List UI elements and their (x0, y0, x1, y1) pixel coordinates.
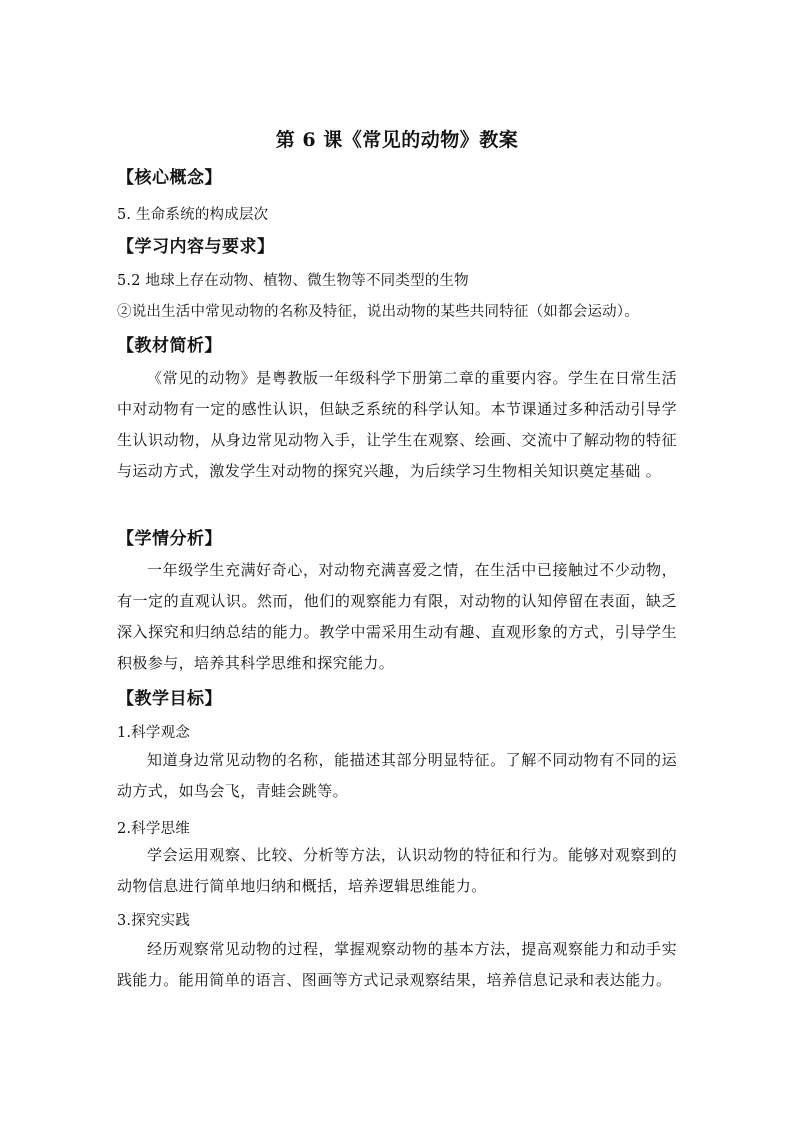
textbook-analysis-paragraph: 《常见的动物》是粤教版一年级科学下册第二章的重要内容。学生在日常生活中对动物有一定的感性认识，但缺乏系统的科学认知。本节课通过多种活动引导学生认识动物，从身边常见动物入手，让学生在观察、绘画、交流中了解动物的特征与运动方式，激发学生对动物的探究兴趣，为后续学习生物相关知识奠定基础 。 (117, 369, 677, 480)
student-analysis-paragraph: 一年级学生充满好奇心，对动物充满喜爱之情，在生活中已接触过不少动物，有一定的直观认识。然而，他们的观察能力有限，对动物的认知停留在表面，缺乏深入探究和归纳总结的能力。教学中需采用生动有趣、直观形象的方式，引导学生积极参与，培养其科学思维和探究能力。 (117, 561, 677, 672)
heading-textbook-analysis: 【教材简析】 (117, 336, 222, 356)
goal-1-title: 1.科学观念 (117, 725, 191, 741)
goal-1-text: 知道身边常见动物的名称，能描述其部分明显特征。了解不同动物有不同的运动方式，如鸟会飞，青蛙会跳等。 (117, 751, 677, 800)
document-title: 第 6 课《常见的动物》教案 (275, 129, 519, 151)
heading-student-analysis: 【学情分析】 (117, 529, 222, 549)
goal-2-title: 2.科学思维 (117, 821, 191, 837)
heading-teaching-goals: 【教学目标】 (117, 689, 222, 709)
requirement-line-1: 5.2 地球上存在动物、植物、微生物等不同类型的生物 (117, 273, 469, 289)
core-concept-line: 5. 生命系统的构成层次 (117, 207, 269, 223)
goal-3-text: 经历观察常见动物的过程，掌握观察动物的基本方法，提高观察能力和动手实践能力。能用简单的语言、图画等方式记录观察结果，培养信息记录和表达能力。 (117, 940, 677, 989)
heading-learning-requirements: 【学习内容与要求】 (117, 237, 275, 257)
requirement-line-2: ②说出生活中常见动物的名称及特征，说出动物的某些共同特征（如都会运动）。 (117, 304, 639, 320)
goal-2-text: 学会运用观察、比较、分析等方法，认识动物的特征和行为。能够对观察到的动物信息进行简单地归纳和概括，培养逻辑思维能力。 (117, 846, 677, 895)
goal-3-title: 3.探究实践 (117, 913, 191, 929)
heading-core-concept: 【核心概念】 (117, 168, 222, 188)
